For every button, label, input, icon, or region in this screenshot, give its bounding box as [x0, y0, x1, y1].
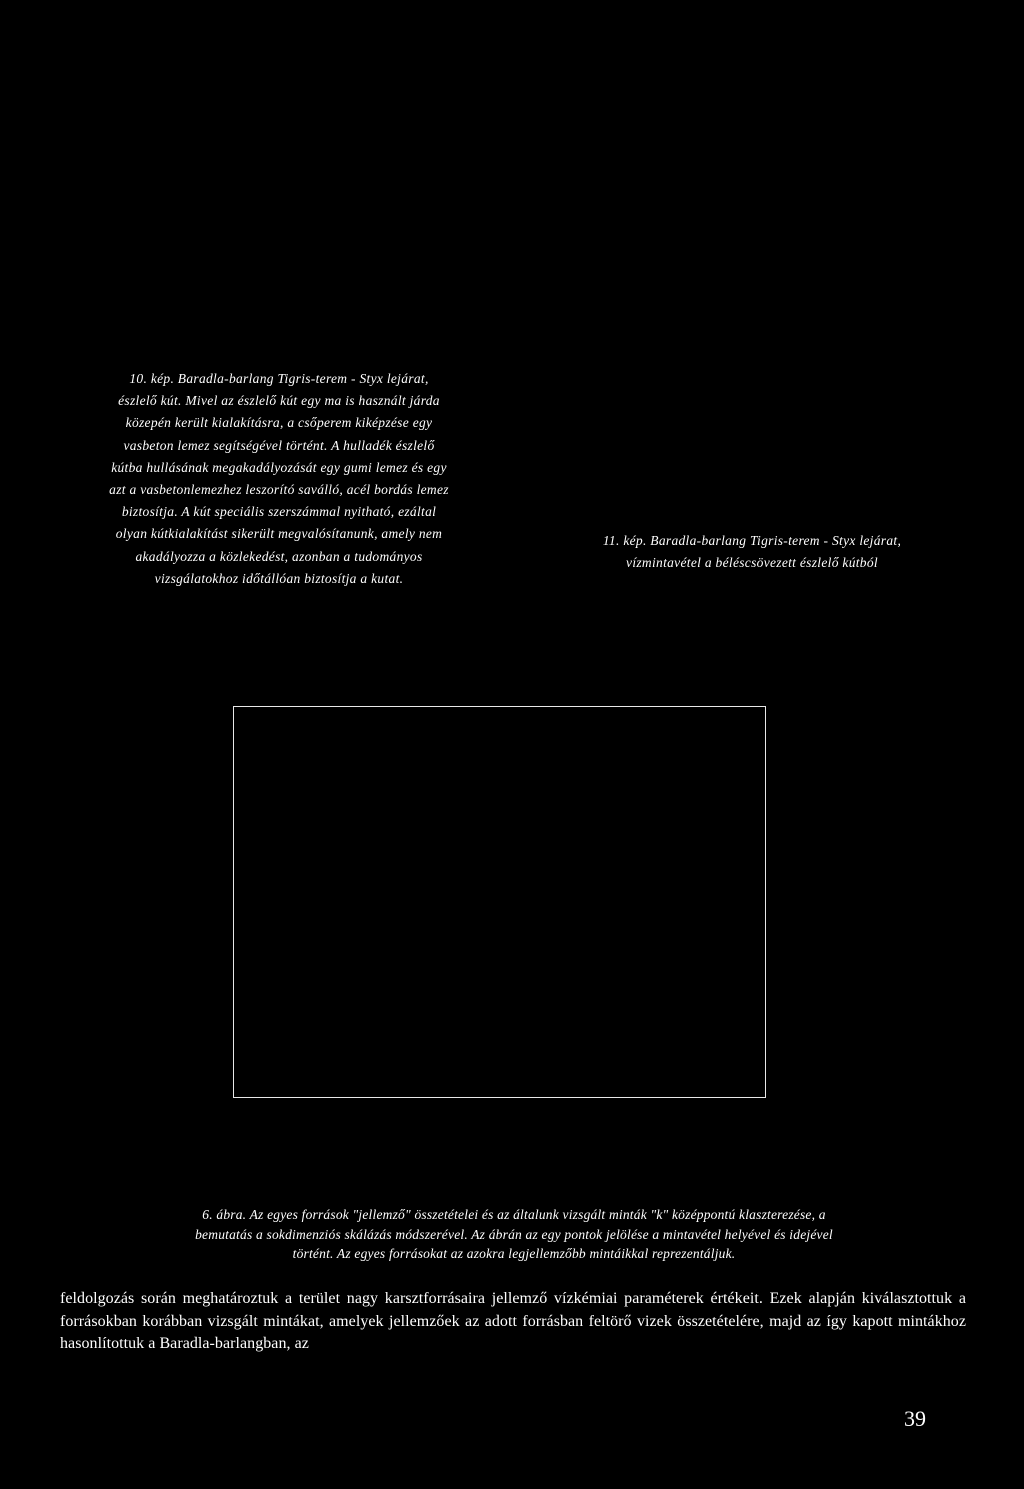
- body-paragraph: feldolgozás során meghatároztuk a terület nagy karsztforrásaira jellemző vízkémiai paraméterek értékeit. Ezek alapján kiválasztottuk a forrásokban korábban vizsgált mintákat, amelyek jellemzőek az adott forrásban feltörő vizek összetételére, majd az így kapott mintákhoz hasonlítottuk a Baradla-barlangban, az: [60, 1290, 966, 1352]
- caption-line: bemutatás a sokdimenziós skálázás módszerével. Az ábrán az egy pontok jelölése a mintavétel helyével és idejével: [195, 1226, 833, 1242]
- caption-line: biztosítja. A kút speciális szerszámmal nyitható, ezáltal: [121, 504, 437, 520]
- caption-line: 6. ábra. Az egyes források "jellemző" összetételei és az általunk vizsgált minták "k" középpontú klaszterezése, a: [202, 1207, 826, 1222]
- photo-10-caption: [48, 368, 510, 590]
- caption-line: kútba hullásának megakadályozását egy gumi lemez és egy: [111, 459, 447, 475]
- figure-6-caption: [78, 1205, 950, 1264]
- caption-line: akadályozza a közlekedést, azonban a tudományos: [135, 548, 423, 564]
- caption-line: vasbeton lemez segítségével történt. A hulladék észlelő: [123, 437, 435, 453]
- caption-line: azt a vasbetonlemezhez leszorító saválló, acél bordás lemez: [109, 482, 449, 498]
- caption-line: 11. kép. Baradla-barlang Tigris-terem - Styx lejárat,: [602, 533, 902, 548]
- figure-6-frame: [233, 706, 766, 1098]
- caption-line: olyan kútkialakítást sikerült megvalósítanunk, amely nem: [115, 526, 443, 542]
- caption-line: történt. Az egyes forrásokat az azokra legjellemzőbb mintáikkal reprezentáljuk.: [292, 1246, 736, 1261]
- caption-line: vízmintavétel a béléscsövezett észlelő kútból: [626, 555, 878, 571]
- caption-line: 10. kép. Baradla-barlang Tigris-terem - Styx lejárat,: [129, 371, 429, 386]
- photo-11-caption: [548, 530, 956, 574]
- caption-line: közepén került kialakításra, a csőperem kiképzése egy: [125, 415, 433, 431]
- caption-line: észlelő kút. Mivel az észlelő kút egy ma is használt járda: [118, 393, 440, 409]
- page-number: 39: [904, 1406, 926, 1431]
- caption-line: vizsgálatokhoz időtállóan biztosítja a kutat.: [154, 570, 404, 586]
